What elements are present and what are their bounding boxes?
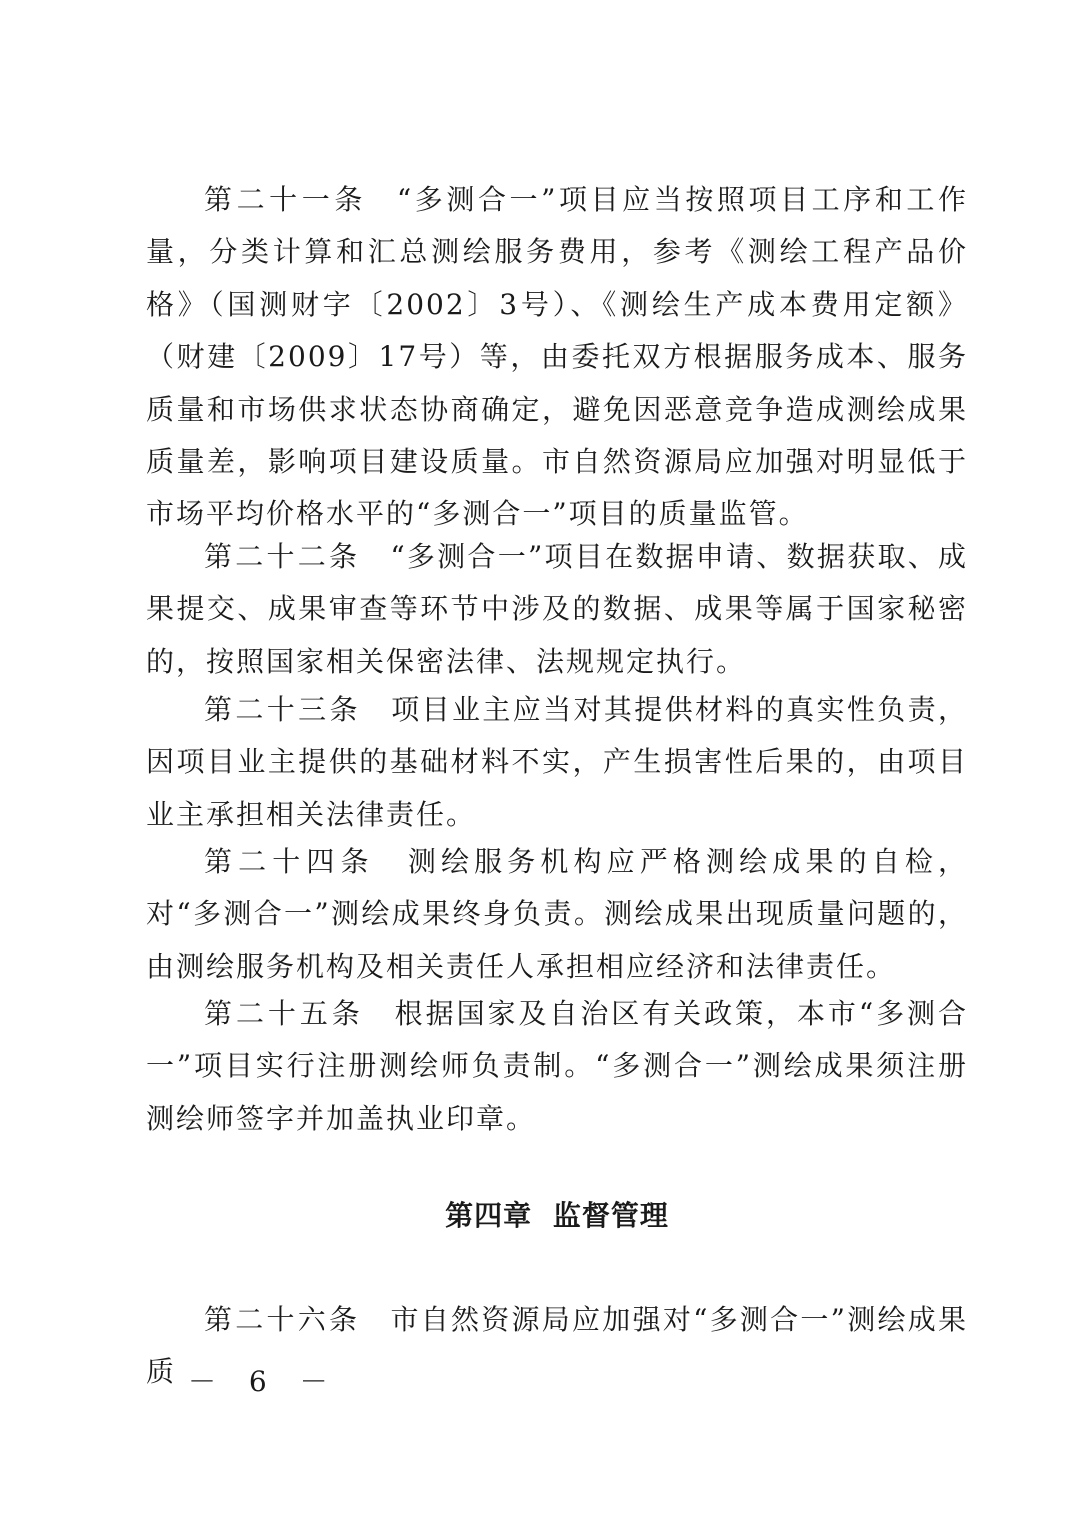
article-23-heading: 第二十三条: [204, 693, 361, 726]
article-24: [146, 836, 968, 993]
article-26-text: 市自然资源局应加强对“多测合一”测绘成果质: [146, 1303, 968, 1389]
article-25-heading: 第二十五条: [204, 997, 364, 1030]
article-22: [146, 531, 968, 688]
article-22-heading: 第二十二条: [204, 540, 361, 573]
chapter-title: 第四章 监督管理: [445, 1199, 669, 1232]
article-24-text: 测绘服务机构应严格测绘成果的自检，对“多测合一”测绘成果终身负责。测绘成果出现质量问题的，由测绘服务机构及相关责任人承担相应经济和法律责任。: [146, 845, 968, 983]
article-23-text: 项目业主应当对其提供材料的真实性负责，因项目业主提供的基础材料不实，产生损害性后果的，由项目业主承担相关法律责任。: [146, 693, 968, 831]
article-24-heading: 第二十四条: [204, 845, 375, 878]
article-25-text: 根据国家及自治区有关政策，本市“多测合一”项目实行注册测绘师负责制。“多测合一”测绘成果须注册测绘师签字并加盖执业印章。: [146, 997, 968, 1135]
article-21-heading: 第二十一条: [204, 183, 367, 216]
page-number: － 6 －: [188, 1365, 340, 1398]
article-25: [146, 988, 968, 1145]
article-22-text: “多测合一”项目在数据申请、数据获取、成果提交、成果审查等环节中涉及的数据、成果等属于国家秘密的，按照国家相关保密法律、法规规定执行。: [146, 540, 968, 678]
article-23: [146, 684, 968, 841]
article-26-heading: 第二十六条: [204, 1303, 361, 1336]
article-21-text: “多测合一”项目应当按照项目工序和工作量，分类计算和汇总测绘服务费用，参考《测绘工程产品价格》（国测财字〔2002〕3号）、《测绘生产成本费用定额》（财建〔2009〕17号）等，由委托双方根据服务成本、服务质量和市场供求状态协商确定，避免因恶意竞争造成测绘成果质量差，影响项目建设质量。市自然资源局应加强对明显低于市场平均价格水平的“多测合一”项目的质量监管。: [146, 183, 968, 531]
article-21: [146, 174, 968, 541]
